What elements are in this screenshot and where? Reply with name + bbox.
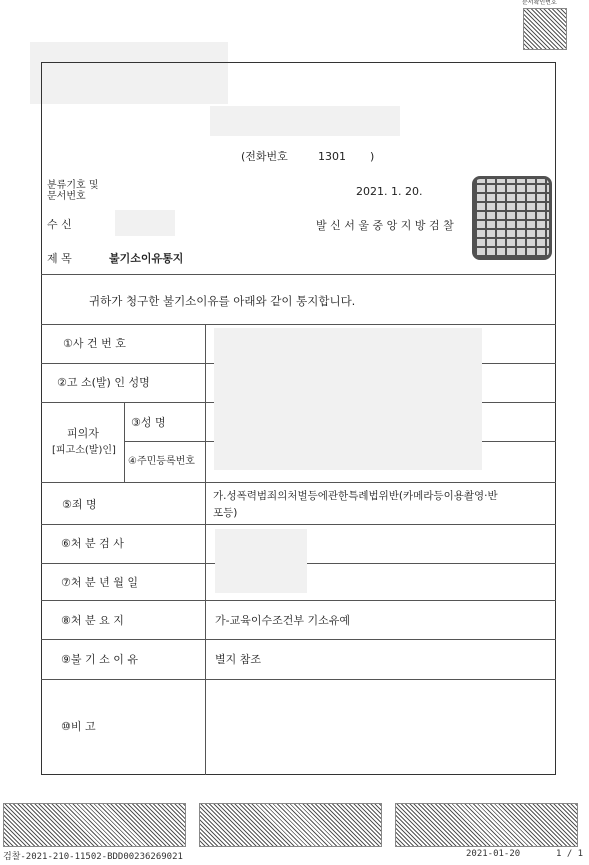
verification-barcode — [523, 8, 567, 50]
disposition-date-label: ⑦처 분 년 월 일 — [61, 576, 138, 589]
subject: 불기소이유통지 — [109, 252, 184, 265]
row-line — [41, 639, 556, 640]
charge-value: 가.성폭력범죄의처벌등에관한특례법위반(카메라등이용촬영·반 — [213, 490, 498, 502]
doc-number-label: 분류기호 및 — [47, 180, 99, 191]
reason-label: ⑨불 기 소 이 유 — [61, 653, 138, 666]
remarks-label: ⑩비 고 — [61, 720, 96, 733]
rrn-label: ④주민등록번호 — [128, 456, 195, 467]
suspect-sub-label: [피고소(발)인] — [52, 445, 116, 456]
footer-print-date: 2021-01-20 — [466, 849, 521, 859]
disposition-value: 가-교육이수조건부 기소유예 — [215, 614, 350, 627]
row-line — [41, 600, 556, 601]
barcode-2 — [199, 803, 382, 847]
recipient-label: 수 신 — [47, 218, 72, 231]
subject-label: 제 목 — [47, 252, 72, 265]
charge-label: ⑤죄 명 — [62, 498, 97, 511]
case-number-label: ①사 건 번 호 — [63, 337, 126, 350]
intro-text: 귀하가 청구한 불기소이유를 아래와 같이 통지합니다. — [89, 294, 356, 308]
phone-close: ) — [370, 150, 375, 163]
doc-number-label-2: 문서번호 — [47, 191, 86, 202]
suspect-divider — [124, 402, 125, 482]
verification-label: 문서확인번호 — [522, 0, 557, 6]
footer-page: 1 / 1 — [556, 849, 584, 859]
suspect-label: 피의자 — [67, 427, 99, 440]
table-top — [41, 324, 556, 325]
header-divider — [41, 274, 556, 275]
reason-value: 별지 참조 — [215, 653, 262, 666]
row-line — [41, 524, 556, 525]
prosecutor-label: ⑥처 분 검 사 — [61, 537, 124, 550]
table-col-divider — [205, 324, 206, 775]
phone-label: (전화번호 — [241, 150, 288, 163]
document-date: 2021. 1. 20. — [356, 185, 423, 198]
redacted-case-info — [214, 328, 482, 470]
barcode-3 — [395, 803, 578, 847]
official-seal — [472, 176, 552, 260]
name-label: ③성 명 — [131, 416, 166, 429]
charge-value-2: 포등) — [213, 507, 238, 519]
redacted-prosecutor — [215, 529, 307, 593]
redacted-recipient — [115, 210, 175, 236]
footer-doc-code: 검찰-2021-210-11502-BDD00236269021 — [3, 852, 183, 862]
barcode-1 — [3, 803, 186, 847]
phone-value: 1301 — [318, 150, 346, 163]
complainant-label: ②고 소(발) 인 성명 — [57, 376, 150, 389]
row-line — [41, 679, 556, 680]
disposition-label: ⑧처 분 요 지 — [61, 614, 124, 627]
row-line — [41, 482, 556, 483]
sender: 발 신 서 울 중 앙 지 방 검 찰 — [316, 219, 454, 232]
